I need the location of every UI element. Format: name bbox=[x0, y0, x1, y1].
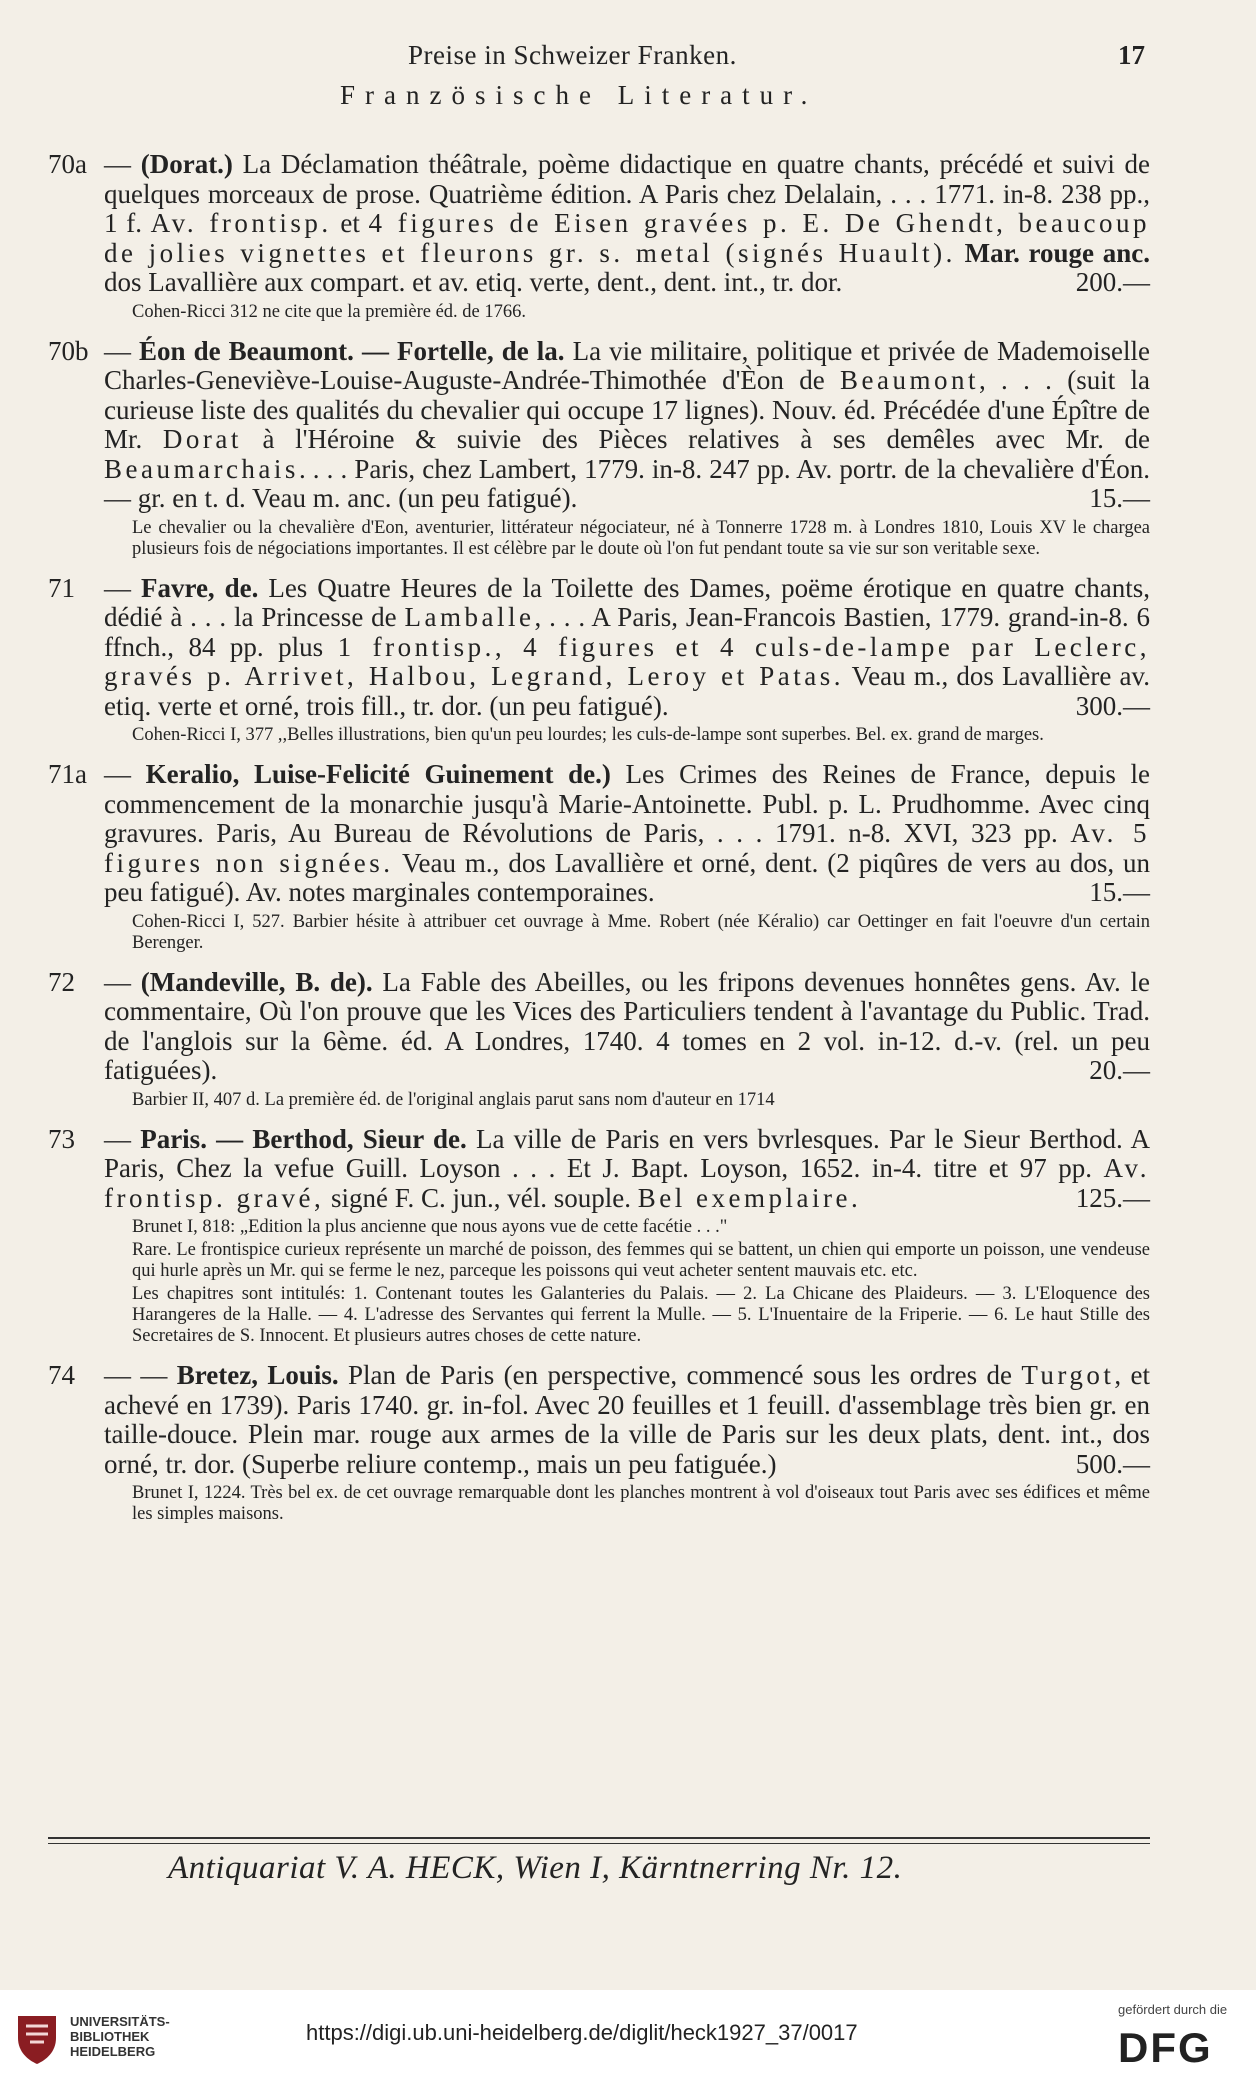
entry-text: Turgot bbox=[1021, 1360, 1115, 1390]
entry-note: Rare. Le frontispice curieux représente un marché de poisson, des femmes qui se battent, un chien qui emporte un poisson, une vendeuse qui hurle après un Mr. qui se ferme le nez, parceque les poissons qui veut acheter sentent mauvais etc. etc. bbox=[132, 1240, 1150, 1281]
entry-text: Av. frontisp. gravé, bbox=[104, 1153, 1150, 1213]
entry-note: Cohen-Ricci I, 527. Barbier hésite à attribuer cet ouvrage à Mme. Robert (née Kéralio) car Oettinger en fait l'oeuvre d'un certain Berenger. bbox=[132, 911, 1150, 953]
entry-description bbox=[104, 760, 1150, 908]
entry-number: 73 bbox=[48, 1123, 75, 1154]
entry-text: La ville de Paris en vers bvrlesques. Par le Sieur Berthod. A Paris, Chez la vefue Guill. Loyson . . . Et J. Bapt. Loyson, 1652. in-4. titre et 97 pp. bbox=[104, 1123, 1150, 1183]
permalink-url[interactable]: https://digi.ub.uni-heidelberg.de/diglit/heck1927_37/0017 bbox=[306, 2020, 858, 2045]
entry-text: Les Crimes des Reines de France, depuis le commencement de la monarchie jusqu'à Marie-Antoinette. Publ. p. L. Prudhomme. Avec cinq gravures. Paris, Au Bureau de Révolutions de Paris, . . . 1791. n-8. XVI, 323 pp. bbox=[104, 759, 1150, 848]
entry-text: et bbox=[331, 208, 369, 238]
entry-description bbox=[104, 150, 1150, 298]
entry-author: Mar. rouge anc. bbox=[955, 237, 1150, 268]
entry-author: Bretez, Louis. bbox=[176, 1360, 339, 1390]
entry-text: La Déclamation théâtrale, poème didactique en quatre chants, précédé et suivi de quelques morceaux de prose. Quatrième édition. A Paris chez Delalain, . . . 1771. in-8. 238 pp., 1 f. bbox=[104, 149, 1151, 238]
entry-price: 15.— bbox=[1089, 483, 1150, 513]
entry-text: Av. 5 figures non signées. bbox=[104, 818, 1150, 878]
entry-price: 15.— bbox=[1089, 877, 1150, 907]
entry-author: (Dorat.) bbox=[140, 149, 233, 179]
page-number: 17 bbox=[1118, 40, 1145, 70]
funder-logo: DFG bbox=[1118, 2024, 1213, 2071]
entry-author: Favre, de. bbox=[140, 572, 259, 603]
entry-price: 500.— bbox=[1075, 1448, 1150, 1479]
entry-text: Dorat bbox=[162, 424, 242, 454]
entry-text: — bbox=[104, 572, 141, 603]
entry-text: — bbox=[104, 966, 141, 997]
entry-description bbox=[104, 574, 1150, 722]
entry-text: — bbox=[104, 149, 141, 179]
entry-text: — bbox=[104, 1123, 141, 1154]
entry-description bbox=[104, 1125, 1150, 1214]
entry-text: , . . . A Paris, Jean-Francois Bastien, 1779. grand-in-8. 6 ffnch., 84 pp. plus bbox=[104, 602, 1150, 662]
entry-description bbox=[104, 337, 1150, 514]
entry-number: 74 bbox=[48, 1360, 75, 1390]
entry-text: La Fable des Abeilles, ou les fripons devenues honnêtes gens. Av. le commentaire, Où l'on prouve que les Vices des Particuliers tendent à l'avantage du Public. Trad. de l'anglois sur la 6ème. éd. A Londres, 1740. 4 tomes en 2 vol. in-12. d.-v. (rel. un peu fatiguées). bbox=[104, 966, 1151, 1085]
entry-note: Le chevalier ou la chevalière d'Eon, aventurier, littérateur négociateur, né à Tonnerre 1728 m. à Londres 1810, Louis XV le chargea plusieurs fois de négociations importantes. Il est célèbre par le doute où l'on fut pendant toute sa vie sur son veritable sexe. bbox=[132, 517, 1150, 559]
catalog-entries bbox=[48, 150, 1150, 1539]
entry-note: Les chapitres sont intitulés: 1. Contenant toutes les Galanteries du Palais. — 2. La Chicane des Plaideurs. — 3. L'Eloquence des Harangeres de la Halle. — 4. L'adresse des Servantes qui ferrent la Mulle. — 5. L'Inuentaire de la Friperie. — 6. Le haut Stille des Secretaires de S. Innocent. Et plusieurs autres choses de cette nature. bbox=[132, 1284, 1150, 1346]
entry-author: (Mandeville, B. de). bbox=[140, 966, 373, 997]
section-title: Französische Literatur. bbox=[340, 80, 818, 110]
entry-description bbox=[104, 1361, 1150, 1479]
entry-number: 71a bbox=[48, 759, 87, 789]
entry-note: Brunet I, 818: „Edition la plus ancienne que nous ayons vue de cette facétie . . ." bbox=[132, 1217, 728, 1237]
entry-description bbox=[104, 968, 1150, 1086]
entry-text: Veau m., dos Lavallière et orné, dent. (2 piqûres de vers au dos, un peu fatigué). Av. notes marginales contemporaines. bbox=[104, 847, 1151, 907]
catalog-entry bbox=[48, 1361, 1150, 1525]
entry-price: 300.— bbox=[1075, 690, 1150, 721]
entry-price: 20.— bbox=[1089, 1055, 1150, 1085]
entry-text: dos Lavallière aux compart. et av. etiq. verte, dent., dent. int., tr. dor. bbox=[104, 267, 843, 297]
funder-label: gefördert durch die bbox=[1118, 2002, 1228, 2017]
entry-text: Les Quatre Heures de la Toilette des Dames, poëme érotique en quatre chants, dédié à . . . la Princesse de bbox=[104, 572, 1150, 632]
catalog-entry bbox=[48, 760, 1150, 954]
viewer-bottom-bar bbox=[0, 1990, 1256, 2082]
entry-note: Barbier II, 407 d. La première éd. de l'original anglais parut sans nom d'auteur en 1714 bbox=[132, 1089, 775, 1110]
entry-text: — bbox=[104, 759, 146, 789]
entry-price: 200.— bbox=[1075, 267, 1150, 297]
footer-rule-thin bbox=[48, 1843, 1150, 1844]
entry-text: , . . . (suit la curieuse liste des qualités du chevalier qui occupe 17 lignes). Nouv. éd. Précédée d'une Épître de Mr. bbox=[104, 365, 1150, 454]
university-seal-icon bbox=[12, 2010, 62, 2066]
entry-note: Cohen-Ricci 312 ne cite que la première éd. de 1766. bbox=[132, 301, 527, 322]
institution-name: UNIVERSITÄTS- BIBLIOTHEK HEIDELBERG bbox=[70, 2014, 170, 2059]
entry-text: , et achevé en 1739). Paris 1740. gr. in-fol. Avec 20 feuilles et 1 feuill. d'assemblage très bien gr. en taille-douce. Plein mar. rouge aux armes de la ville de Paris sur les deux plats, dent. int., dos orné, tr. dor. (Superbe reliure contemp., mais un peu fatiguée.) bbox=[104, 1360, 1150, 1479]
entry-number: 70b bbox=[48, 335, 89, 366]
entry-text: . . . . Paris, chez Lambert, 1779. in-8. 247 pp. Av. portr. de la chevalière d'Éon. — gr. en t. d. Veau m. anc. (un peu fatigué). bbox=[104, 453, 1150, 513]
entry-text: Beaumarchais bbox=[104, 453, 299, 484]
entry-text: Plan de Paris (en perspective, commencé sous les ordres de bbox=[338, 1360, 1022, 1390]
entry-text: 4 figures de Eisen gravées p. E. De Ghendt, beaucoup de jolies vignettes et fleurons gr. s. metal (signés Huault). bbox=[104, 208, 1151, 268]
publisher-imprint: Antiquariat V. A. HECK, Wien I, Kärntnerring Nr. 12. bbox=[168, 1850, 903, 1886]
entry-author: Keralio, Luise-Felicité Guinement de.) bbox=[145, 759, 611, 789]
entry-text: Veau m., dos Lavallière av. etiq. verte et orné, trois fill., tr. dor. (un peu fatigué). bbox=[104, 661, 1150, 721]
entry-text: Lamballe bbox=[404, 602, 535, 632]
catalog-entry bbox=[48, 1125, 1150, 1348]
entry-text: Av. frontisp. bbox=[150, 208, 332, 238]
footer-rule bbox=[48, 1837, 1150, 1839]
entry-text: Bel exemplaire. bbox=[637, 1182, 862, 1213]
entry-text: — bbox=[104, 335, 140, 366]
catalog-entry bbox=[48, 337, 1150, 560]
entry-text: Beaumont bbox=[840, 365, 979, 395]
entry-number: 72 bbox=[48, 966, 75, 997]
entry-text: 1 frontisp., 4 figures et 4 culs-de-lampe par Leclerc, gravés p. Arrivet, Halbou, Legrand, Leroy et Patas. bbox=[104, 631, 1150, 691]
entry-note: Cohen-Ricci I, 377 ,,Belles illustrations, bien qu'un peu lourdes; les culs-de-lampe sont superbes. Bel. ex. grand de marges. bbox=[132, 725, 1044, 745]
entry-number: 70a bbox=[48, 149, 87, 179]
entry-text: signé F. C. jun., vél. souple. bbox=[324, 1182, 638, 1213]
catalog-entry bbox=[48, 574, 1150, 747]
entry-note: Brunet I, 1224. Très bel ex. de cet ouvrage remarquable dont les planches montrent à vol d'oiseaux tout Paris avec ses édifices et même les simples maisons. bbox=[132, 1483, 1150, 1524]
entry-price: 125.— bbox=[1075, 1182, 1150, 1213]
header-title: Preise in Schweizer Franken. bbox=[408, 40, 737, 70]
entry-author: Éon de Beaumont. — Fortelle, de la. bbox=[139, 335, 565, 366]
catalog-entry bbox=[48, 150, 1150, 323]
entry-text: — — bbox=[104, 1360, 177, 1390]
catalog-entry bbox=[48, 968, 1150, 1111]
entry-number: 71 bbox=[48, 572, 75, 603]
entry-author: Paris. — Berthod, Sieur de. bbox=[140, 1123, 467, 1154]
entry-text: à l'Héroine & suivie des Pièces relatives à ses demêles avec Mr. de bbox=[241, 424, 1150, 454]
entry-text: La vie militaire, politique et privée de Mademoiselle Charles-Geneviève-Louise-Auguste-Andrée-Thimothée d'Èon de bbox=[104, 335, 1150, 395]
